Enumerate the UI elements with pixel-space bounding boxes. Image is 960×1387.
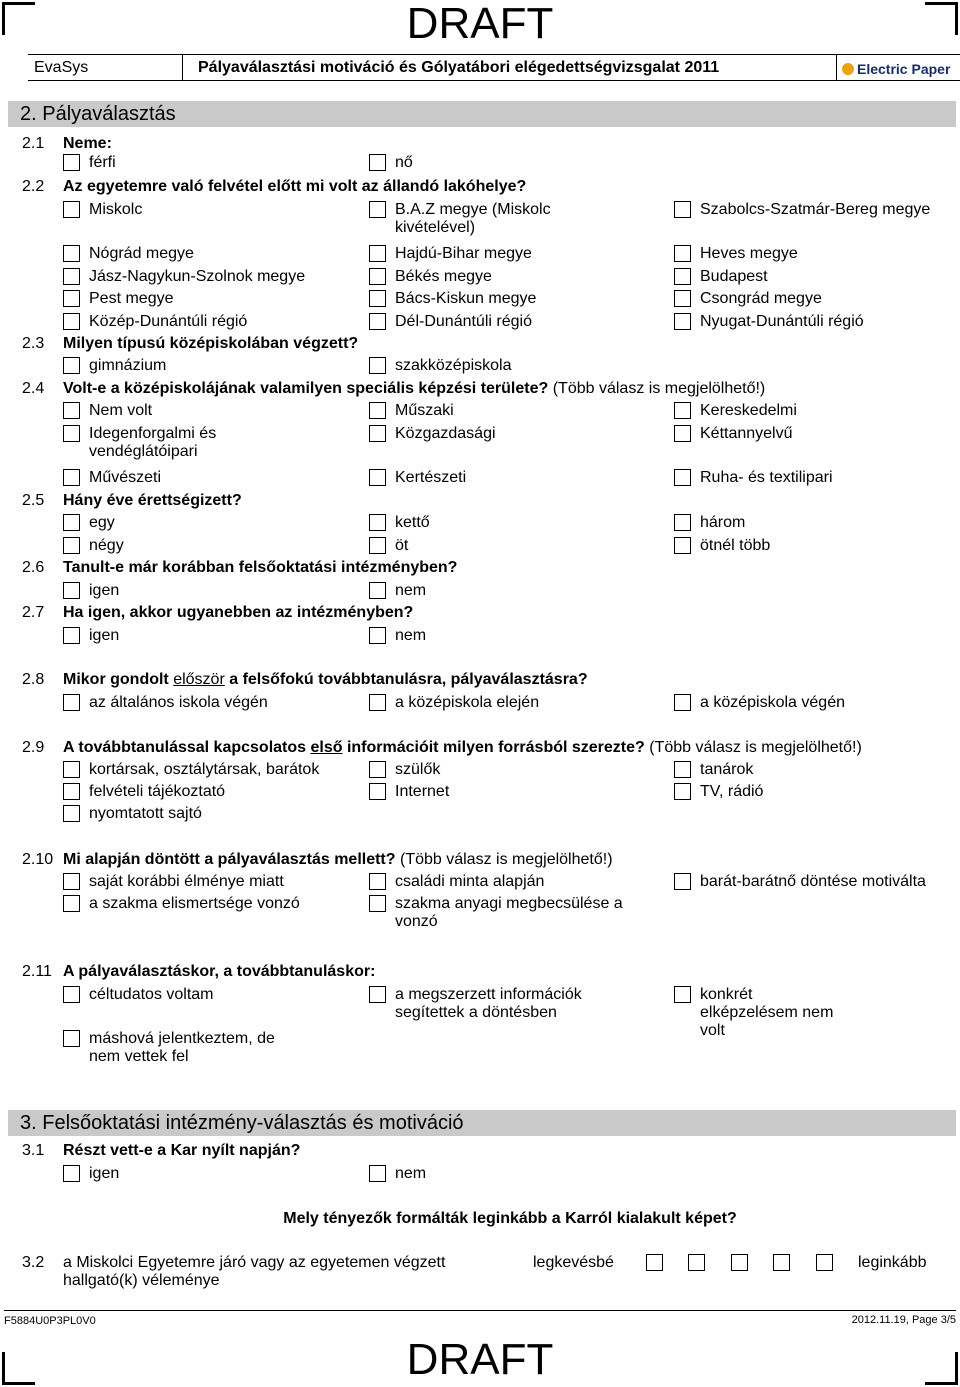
checkbox[interactable] — [369, 761, 386, 778]
header-rule-top — [28, 54, 960, 55]
checkbox[interactable] — [369, 357, 386, 374]
checkbox[interactable] — [674, 761, 691, 778]
checkbox[interactable] — [369, 469, 386, 486]
question-number: 2.1 — [22, 135, 45, 152]
checkbox[interactable] — [674, 402, 691, 419]
question-text: Volt-e a középiskolájának valamilyen speciális képzési területe? (Több válasz is megjelölhető!) — [63, 380, 766, 397]
header-divider — [836, 54, 837, 81]
question-number: 2.6 — [22, 559, 45, 576]
checkbox[interactable] — [674, 537, 691, 554]
checkbox[interactable] — [369, 425, 386, 442]
checkbox[interactable] — [369, 627, 386, 644]
checkbox[interactable] — [63, 154, 80, 171]
question-number: 3.1 — [22, 1142, 45, 1159]
checkbox[interactable] — [674, 783, 691, 800]
footer-rule — [4, 1310, 956, 1311]
checkbox[interactable] — [63, 783, 80, 800]
checkbox[interactable] — [369, 268, 386, 285]
question-text: Neme: — [63, 135, 112, 152]
question-text: Mikor gondolt először a felsőfokú továbbtanulásra, pályaválasztásra? — [63, 671, 588, 688]
checkbox[interactable] — [369, 582, 386, 599]
checkbox[interactable] — [369, 986, 386, 1003]
question-number: 2.7 — [22, 604, 45, 621]
scale-low-label: legkevésbé — [533, 1254, 614, 1271]
question-number: 2.5 — [22, 492, 45, 509]
question-text: Milyen típusú középiskolában végzett? — [63, 335, 359, 352]
checkbox[interactable] — [63, 268, 80, 285]
checkbox[interactable] — [63, 694, 80, 711]
checkbox[interactable] — [369, 873, 386, 890]
checkbox[interactable] — [674, 245, 691, 262]
checkbox[interactable] — [369, 537, 386, 554]
draft-watermark-top: DRAFT — [406, 0, 554, 48]
header-divider — [182, 54, 183, 81]
checkbox[interactable] — [63, 402, 80, 419]
checkbox[interactable] — [674, 201, 691, 218]
question-text: Hány éve érettségizett? — [63, 492, 242, 509]
header-rule-bottom — [28, 80, 960, 81]
checkbox[interactable] — [674, 313, 691, 330]
question-number: 2.10 — [22, 851, 54, 868]
scale-checkbox-5[interactable] — [816, 1254, 833, 1271]
checkbox[interactable] — [63, 873, 80, 890]
checkbox[interactable] — [63, 469, 80, 486]
checkbox[interactable] — [369, 514, 386, 531]
checkbox[interactable] — [369, 783, 386, 800]
checkbox[interactable] — [63, 895, 80, 912]
question-text: A továbbtanulással kapcsolatos első információit milyen forrásból szerezte? (Több válasz is megjelölhető!) — [63, 739, 862, 756]
checkbox[interactable] — [63, 201, 80, 218]
form-code: F5884U0P3PL0V0 — [4, 1315, 96, 1327]
logo-text: Electric Paper — [857, 61, 951, 77]
question-text: A pályaválasztáskor, a továbbtanuláskor: — [63, 963, 376, 980]
date-page: 2012.11.19, Page 3/5 — [851, 1314, 956, 1326]
scale-checkbox-3[interactable] — [731, 1254, 748, 1271]
checkbox[interactable] — [63, 1165, 80, 1182]
checkbox[interactable] — [369, 313, 386, 330]
checkbox[interactable] — [369, 154, 386, 171]
checkbox[interactable] — [63, 537, 80, 554]
scale-checkbox-2[interactable] — [688, 1254, 705, 1271]
question-text: Az egyetemre való felvétel előtt mi volt az állandó lakóhelye? — [63, 178, 527, 195]
logo-icon — [842, 63, 854, 75]
question-number: 2.2 — [22, 178, 45, 195]
checkbox[interactable] — [674, 268, 691, 285]
question-text: Részt vett-e a Kar nyílt napján? — [63, 1142, 301, 1159]
checkbox[interactable] — [63, 805, 80, 822]
question-number: 2.9 — [22, 739, 45, 756]
survey-title: Pályaválasztási motiváció és Gólyatábori elégedettségvizsgalat 2011 — [198, 59, 720, 76]
checkbox[interactable] — [63, 313, 80, 330]
checkbox[interactable] — [369, 201, 386, 218]
question-number: 2.8 — [22, 671, 45, 688]
question-number: 3.2 — [22, 1254, 45, 1271]
scale-checkbox-1[interactable] — [646, 1254, 663, 1271]
checkbox[interactable] — [674, 873, 691, 890]
draft-watermark-bottom: DRAFT — [406, 1335, 554, 1384]
checkbox[interactable] — [63, 582, 80, 599]
checkbox[interactable] — [369, 1165, 386, 1182]
checkbox[interactable] — [369, 290, 386, 307]
checkbox[interactable] — [63, 627, 80, 644]
checkbox[interactable] — [674, 986, 691, 1003]
question-text: Tanult-e már korábban felsőoktatási intézményben? — [63, 559, 458, 576]
section-2-header: 2. Pályaválasztás — [8, 101, 956, 127]
checkbox[interactable] — [63, 425, 80, 442]
checkbox[interactable] — [63, 761, 80, 778]
section-3-header: 3. Felsőoktatási intézmény-választás és motiváció — [8, 1110, 956, 1136]
checkbox[interactable] — [674, 694, 691, 711]
checkbox[interactable] — [63, 290, 80, 307]
scale-high-label: leginkább — [858, 1254, 927, 1271]
checkbox[interactable] — [63, 357, 80, 374]
checkbox[interactable] — [63, 245, 80, 262]
scale-item-text: a Miskolci Egyetemre járó vagy az egyetemen végzett hallgató(k) véleménye — [63, 1254, 446, 1289]
brand-name: EvaSys — [34, 59, 89, 76]
question-number: 2.11 — [22, 963, 52, 980]
checkbox[interactable] — [674, 425, 691, 442]
checkbox[interactable] — [369, 694, 386, 711]
checkbox[interactable] — [369, 895, 386, 912]
question-number: 2.4 — [22, 380, 45, 397]
checkbox[interactable] — [674, 290, 691, 307]
checkbox[interactable] — [63, 1030, 80, 1047]
checkbox[interactable] — [63, 514, 80, 531]
checkbox[interactable] — [369, 402, 386, 419]
checkbox[interactable] — [674, 514, 691, 531]
checkbox[interactable] — [369, 245, 386, 262]
checkbox[interactable] — [63, 986, 80, 1003]
checkbox[interactable] — [674, 469, 691, 486]
question-text: Ha igen, akkor ugyanebben az intézményben? — [63, 604, 414, 621]
question-text: Mi alapján döntött a pályaválasztás mellett? (Több válasz is megjelölhető!) — [63, 851, 613, 868]
scale-heading: Mely tényezők formálták leginkább a Karról kialakult képet? — [283, 1210, 737, 1227]
question-number: 2.3 — [22, 335, 45, 352]
electric-paper-logo — [842, 57, 950, 81]
scale-checkbox-4[interactable] — [773, 1254, 790, 1271]
